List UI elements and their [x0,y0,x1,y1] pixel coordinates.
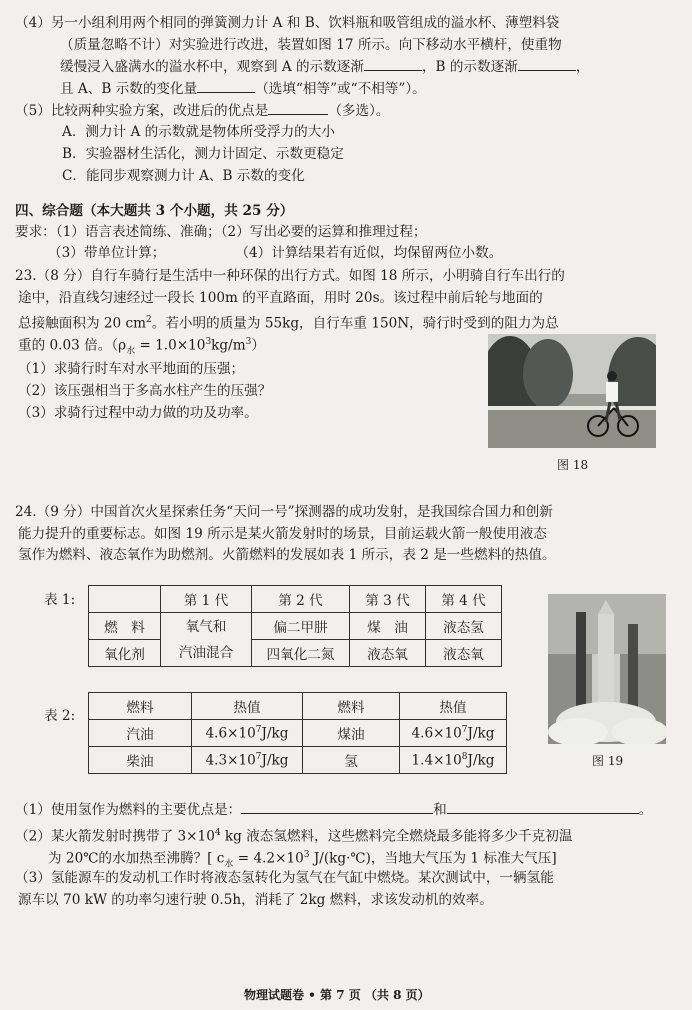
q4-line-3: 缓慢浸入盛满水的溢水杯中，观察到 A 的示数逐渐 ，B 的示数逐渐 ， [60,59,590,75]
q24-line-1: 24.（9 分）中国首次火星探索任务“天问一号”探测器的成功发射，是我国综合国力和创新 [15,504,553,520]
table-cell: 液态氧 [426,640,502,667]
q23-sub-3: （3）求骑行过程中动力做的功及功率。 [18,405,258,421]
page-footer: 物理试题卷 • 第 7 页 （共 8 页） [244,988,430,1002]
q23-sub-2: （2）该压强相当于多高水柱产生的压强？ [18,383,272,399]
table-1 [88,585,502,667]
table-cell: 氧气和 汽油混合 [161,613,252,667]
table-2-label: 表 2: [44,708,76,724]
q24-line-2: 能力提升的重要标志。如图 19 所示是某火箭发射时的场景，目前运载火箭一般使用液态 [18,526,547,542]
q23-line-4: 重的 0.03 倍。$(\rho_水 = 1.0\times 10^3kg/m^3)$ [18,337,265,357]
table-cell: $4.3\times 10^7J/kg$ [192,747,303,774]
table-header: 燃料 [303,693,400,720]
table-cell: $1.4\times 10^8J/kg$ [400,747,507,774]
q23-line-2: 途中，沿直线匀速经过一段长 100m 的平直路面，用时 20s。该过程中前后轮与地面的 [18,290,543,306]
q23-line-1: 23.（8 分）自行车骑行是生活中一种环保的出行方式。如图 18 所示，小明骑自行车出行的 [15,268,565,284]
table-cell: 液态氧 [350,640,426,667]
answer-blank[interactable] [447,800,639,814]
table-header: 第 3 代 [350,586,426,613]
cyclist-photo [488,334,656,448]
figure-18-caption: 图 18 [557,458,589,472]
table-cell: 液态氢 [426,613,502,640]
table-header: 第 2 代 [252,586,350,613]
table-cell: 汽油 [89,720,192,747]
q4-line-4: 且 A、B 示数的变化量 （选填“相等”或“不相等”）。 [60,81,426,97]
answer-blank[interactable] [241,800,433,814]
table-header: 第 4 代 [426,586,502,613]
table-2 [88,692,507,774]
q24-sub-3-line-2: 源车以 70 kW 的功率匀速行驶 0.5h，消耗了 2kg 燃料，求该发动机的效率。 [18,892,493,908]
table-header: 热值 [400,693,507,720]
q5-line-1: （5）比较两种实验方案，改进后的优点是 （多选）。 [15,103,390,119]
table-cell: 偏二甲肼 [252,613,350,640]
requirements-line-2: （3）带单位计算； （4）计算结果若有近似，均保留两位小数。 [48,245,503,261]
q4-line-1: （4）另一小组利用两个相同的弹簧测力计 A 和 B、饮料瓶和吸管组成的溢水杯、薄塑料袋 [15,15,560,31]
q24-line-3: 氢作为燃料、液态氧作为助燃剂。火箭燃料的发展如表 1 所示，表 2 是一些燃料的热值。 [18,547,556,563]
answer-blank[interactable] [364,57,422,71]
q24-sub-2-line-2: 为 20℃的水加热至沸腾？[ $c_水 = 4.2\times 10^3$ J/(kg·℃)，当地大气压为 1 标准大气压] [48,850,557,870]
table-cell: 煤 油 [350,613,426,640]
table-cell: 柴油 [89,747,192,774]
table-cell: $4.6\times 10^7J/kg$ [400,720,507,747]
table-header: 第 1 代 [161,586,252,613]
q4-line-2: （质量忽略不计）对实验进行改进，装置如图 17 所示。向下移动水平横杆，使重物 [60,37,562,53]
q23-sub-1: （1）求骑行时车对水平地面的压强； [18,361,245,377]
q24-sub-2-line-1: （2）某火箭发射时携带了 $3\times 10^4$ kg 液态氢燃料，这些燃料完全燃烧最多能将多少千克初温 [15,828,573,845]
table-cell: 四氧化二氮 [252,640,350,667]
q5-option-b: B．实验器材生活化，测力计固定、示数更稳定 [62,146,344,162]
requirements-line-1: 要求：（1）语言表述简练、准确；（2）写出必要的运算和推理过程； [15,224,427,240]
table-cell: $4.6\times 10^7J/kg$ [192,720,303,747]
section-title: 四、综合题（本大题共 3 个小题，共 25 分） [15,203,294,219]
figure-19-caption: 图 19 [592,754,624,768]
table-1-label: 表 1: [44,592,76,608]
answer-blank[interactable] [268,101,328,115]
rocket-launch-photo [548,594,666,744]
q24-sub-1: （1）使用氢作为燃料的主要优点是： 和 。 [15,802,653,818]
answer-blank[interactable] [518,57,576,71]
q5-option-c: C．能同步观察测力计 A、B 示数的变化 [62,168,305,184]
table-cell: 氢 [303,747,400,774]
table-row-label: 氧化剂 [89,640,161,667]
answer-blank[interactable] [197,79,255,93]
q24-sub-3-line-1: （3）氢能源车的发动机工作时将液态氢转化为氢气在气缸中燃烧。某次测试中，一辆氢能 [15,870,554,886]
table-header: 燃料 [89,693,192,720]
table-header: 热值 [192,693,303,720]
table-cell: 煤油 [303,720,400,747]
q23-line-3: 总接触面积为 20 $cm^2$。若小明的质量为 55kg，自行车重 150N，骑行时受到的阻力为总 [18,315,559,332]
q5-option-a: A．测力计 A 的示数就是物体所受浮力的大小 [62,124,335,140]
table-row-label: 燃 料 [89,613,161,640]
